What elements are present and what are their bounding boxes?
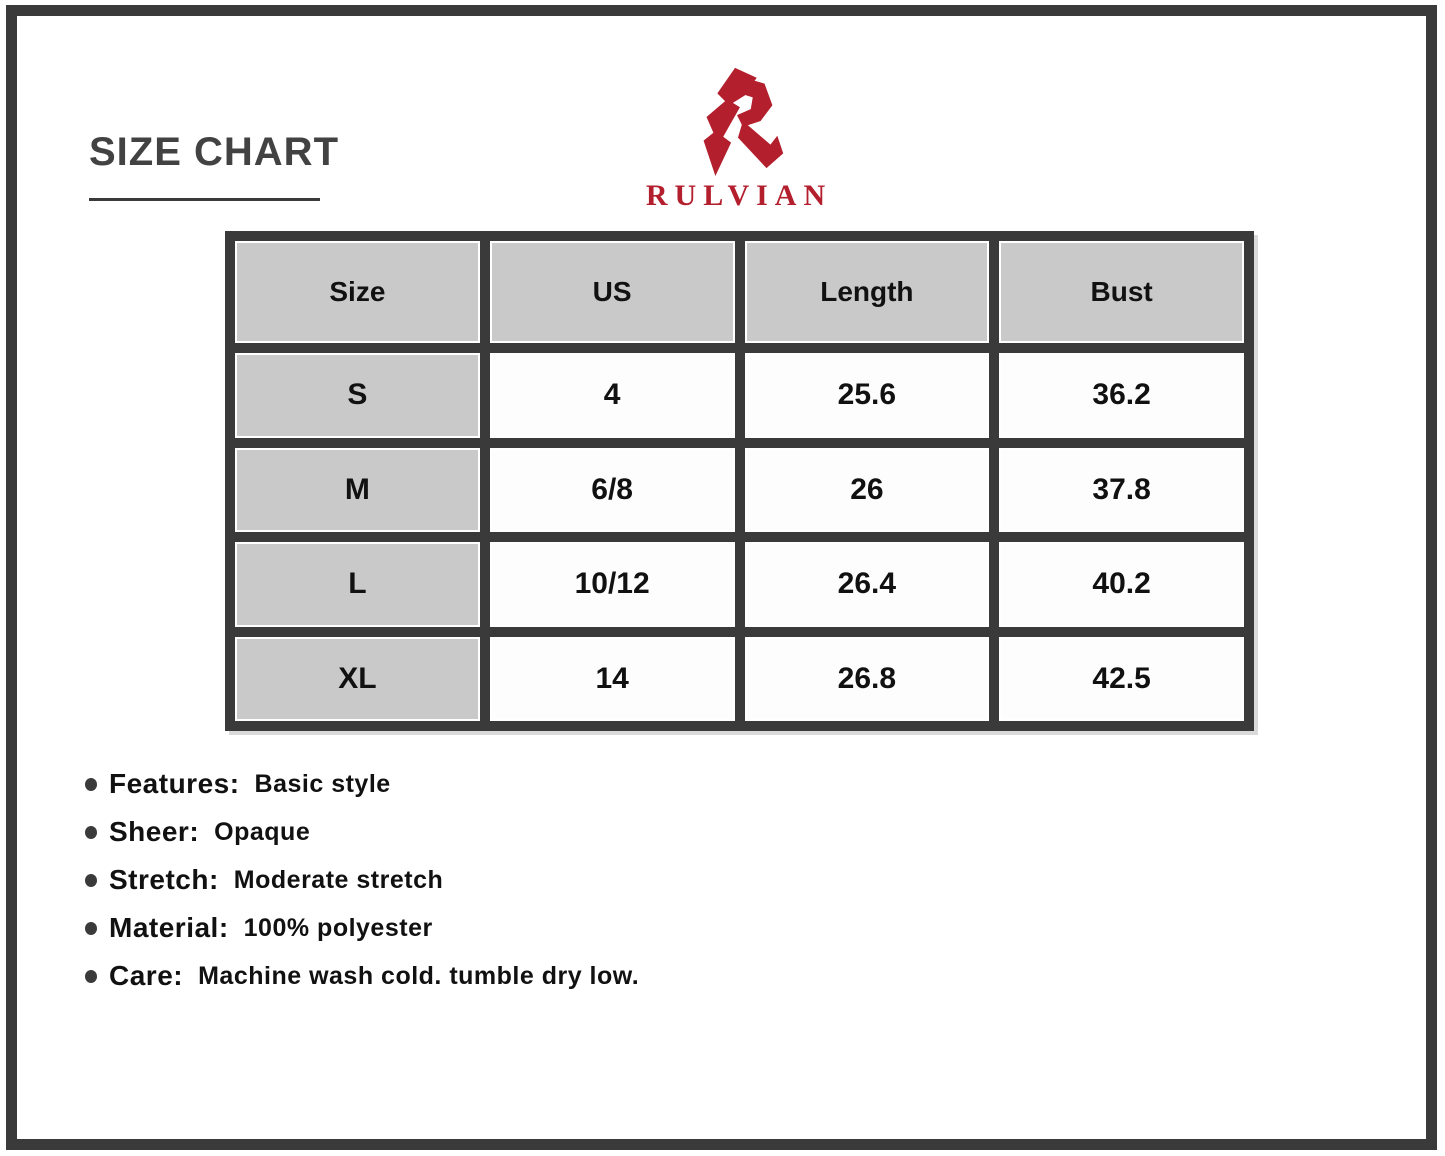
rulvian-r-logo-icon (683, 60, 791, 178)
detail-item-care (85, 952, 1185, 1000)
bullet-icon (85, 826, 97, 839)
column-header-bust: Bust (999, 241, 1244, 343)
row-s-length-cell: 25.6 (745, 353, 990, 438)
bullet-icon (85, 778, 97, 791)
bullet-icon (85, 970, 97, 983)
detail-label: Features: (109, 768, 240, 799)
bullet-icon (85, 922, 97, 935)
column-header-us: US (490, 241, 735, 343)
row-s-us-cell: 4 (490, 353, 735, 438)
row-xl-bust-cell: 42.5 (999, 637, 1244, 722)
row-m-bust-cell: 37.8 (999, 448, 1244, 533)
detail-value: Opaque (214, 817, 311, 846)
detail-value: Basic style (254, 769, 391, 798)
row-m-us-cell: 6/8 (490, 448, 735, 533)
bullet-icon (85, 874, 97, 887)
detail-label: Sheer: (109, 816, 200, 847)
details-list (85, 760, 1185, 1000)
column-header-length: Length (745, 241, 990, 343)
row-m-size-cell: M (235, 448, 480, 533)
row-xl-size-cell: XL (235, 637, 480, 722)
page-frame (6, 5, 1437, 1150)
title-underline (89, 198, 320, 201)
detail-label: Stretch: (109, 864, 219, 895)
detail-value: Machine wash cold. tumble dry low. (198, 961, 640, 990)
detail-label: Care: (109, 960, 184, 991)
detail-item-sheer (85, 808, 1185, 856)
row-l-bust-cell: 40.2 (999, 542, 1244, 627)
brand-wordmark: RULVIAN (645, 179, 833, 212)
row-s-bust-cell: 36.2 (999, 353, 1244, 438)
detail-value: 100% polyester (243, 913, 433, 942)
row-s-size-cell: S (235, 353, 480, 438)
size-table (225, 231, 1254, 731)
detail-value: Moderate stretch (233, 865, 444, 894)
detail-item-stretch (85, 856, 1185, 904)
detail-label: Material: (109, 912, 229, 943)
row-l-us-cell: 10/12 (490, 542, 735, 627)
detail-item-features (85, 760, 1185, 808)
row-l-size-cell: L (235, 542, 480, 627)
column-header-size: Size (235, 241, 480, 343)
detail-item-material (85, 904, 1185, 952)
row-l-length-cell: 26.4 (745, 542, 990, 627)
row-m-length-cell: 26 (745, 448, 990, 533)
row-xl-length-cell: 26.8 (745, 637, 990, 722)
row-xl-us-cell: 14 (490, 637, 735, 722)
page-title: SIZE CHART (89, 130, 339, 174)
